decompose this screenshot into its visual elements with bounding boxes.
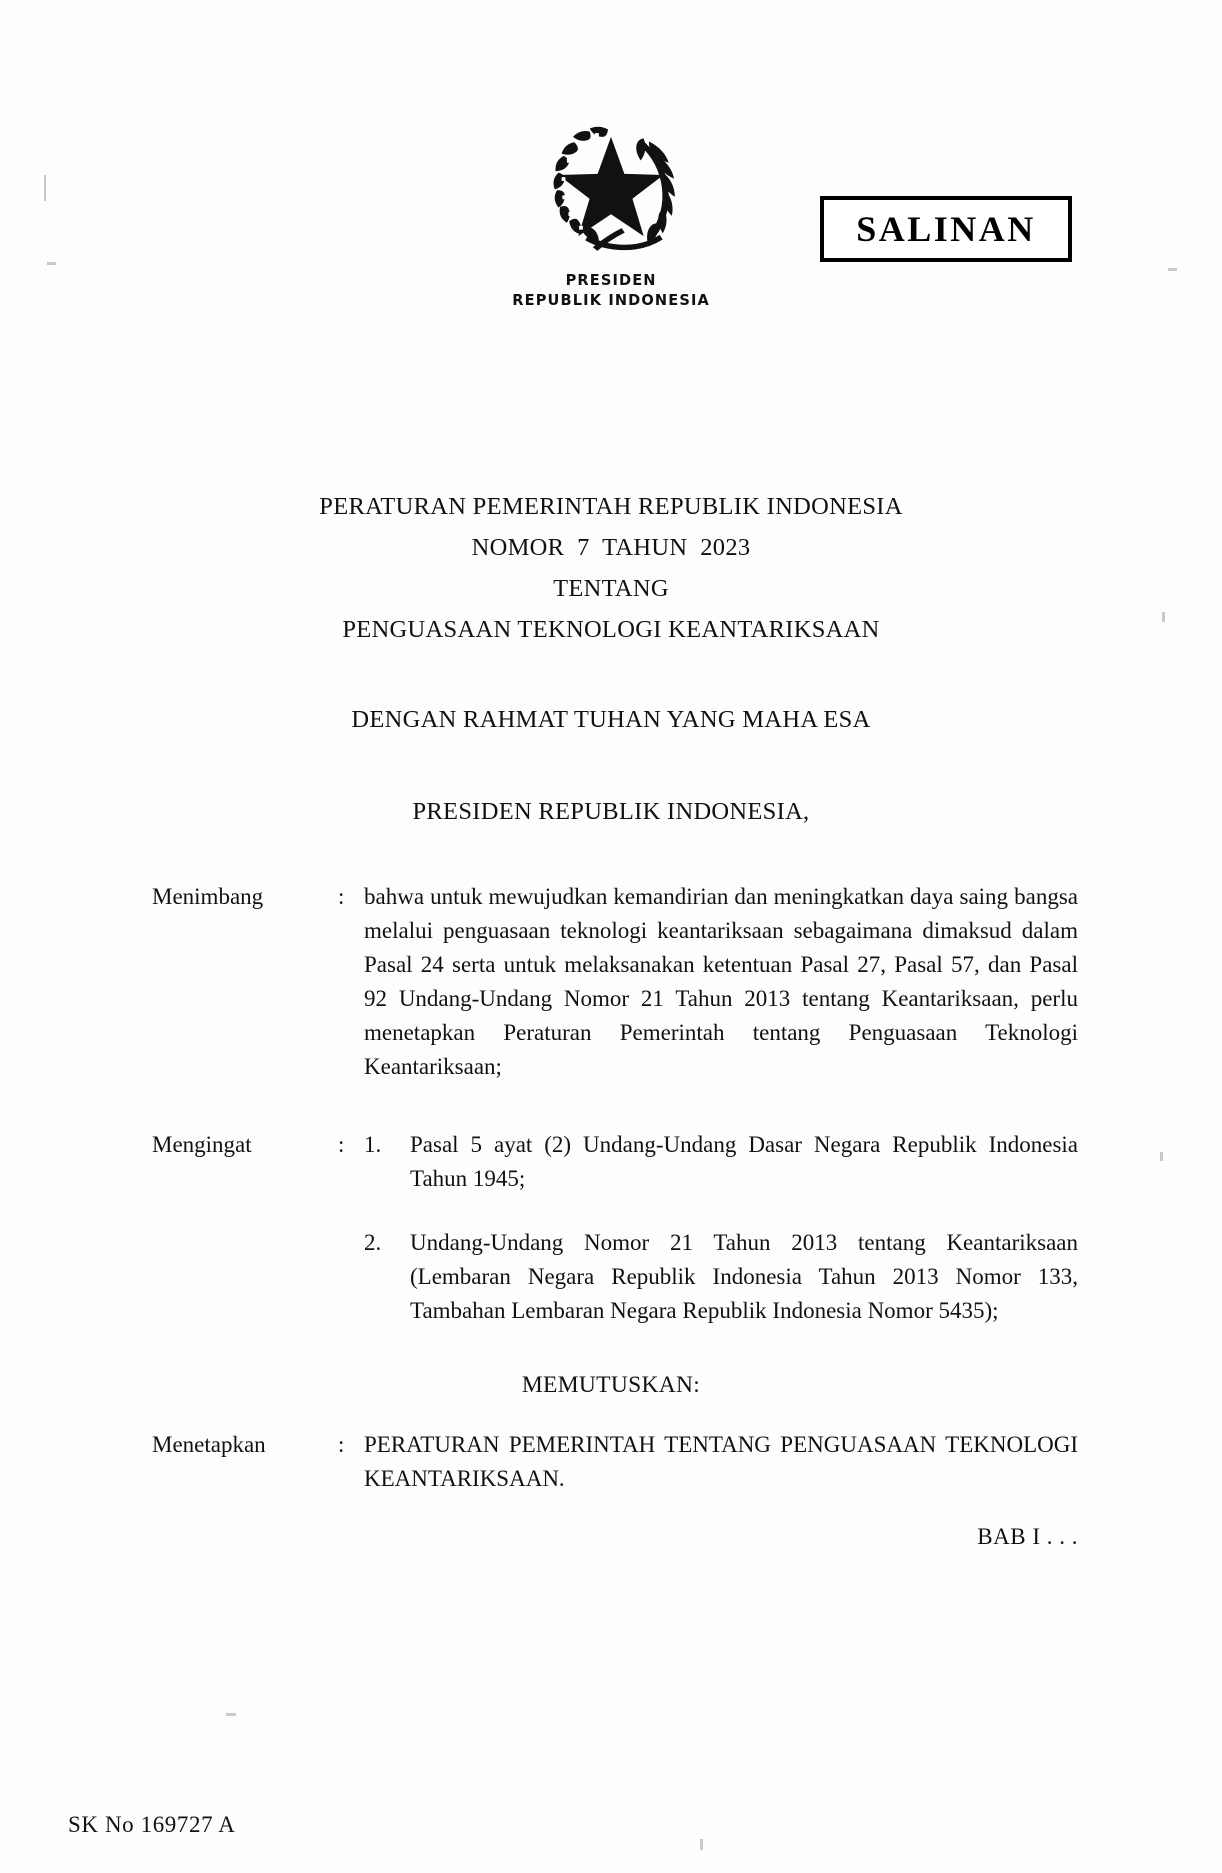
rahmat-line: DENGAN RAHMAT TUHAN YANG MAHA ESA — [351, 706, 871, 733]
list-item-text: Pasal 5 ayat (2) Undang-Undang Dasar Negara Republik Indonesia Tahun 1945; — [410, 1132, 1078, 1191]
title-line-regulation: PERATURAN PEMERINTAH REPUBLIK INDONESIA — [319, 493, 903, 520]
clause-menimbang — [152, 880, 1078, 1084]
scan-artifact — [1160, 1152, 1163, 1161]
scan-artifact — [700, 1839, 703, 1850]
clause-menetapkan — [152, 1428, 1078, 1496]
memutuskan-heading: MEMUTUSKAN: — [521, 1372, 701, 1398]
list-item-marker: 1. — [364, 1132, 382, 1157]
emblem-caption — [512, 270, 710, 310]
clause-menetapkan-body — [364, 1428, 1078, 1496]
continuation-marker: BAB I . . . — [977, 1524, 1078, 1549]
clause-menimbang-label: Menimbang — [152, 884, 264, 909]
title-line-subject: PENGUASAAN TEKNOLOGI KEANTARIKSAAN — [342, 616, 880, 643]
document-title-block — [0, 486, 1222, 650]
list-item — [364, 1226, 1078, 1328]
title-line-number: NOMOR 7 TAHUN 2023 — [471, 534, 751, 561]
list-item-text-wrap — [410, 1226, 1078, 1328]
garuda-star-wreath-emblem — [535, 108, 687, 260]
clause-mengingat-body — [364, 1128, 1078, 1328]
clause-list — [152, 880, 1078, 1328]
list-spacer — [364, 1196, 1078, 1226]
list-item-text: Undang-Undang Nomor 21 Tahun 2013 tentang Keantariksaan (Lembaran Negara Republik Indonesia Tahun 2013 Nomor 133, Tambahan Lembaran Negara Republik Indonesia Nomor 5435); — [410, 1230, 1078, 1323]
title-line-tentang: TENTANG — [553, 575, 669, 602]
presiden-ri-line: PRESIDEN REPUBLIK INDONESIA, — [412, 798, 810, 825]
clause-mengingat-colon: : — [338, 1132, 345, 1157]
salinan-stamp-label: SALINAN — [856, 209, 1036, 249]
list-item-text-wrap — [410, 1128, 1078, 1196]
clause-mengingat-label: Mengingat — [152, 1132, 252, 1157]
clause-menetapkan-text: PERATURAN PEMERINTAH TENTANG PENGUASAAN TEKNOLOGI KEANTARIKSAAN. — [364, 1432, 1078, 1491]
clause-menimbang-text: bahwa untuk mewujudkan kemandirian dan meningkatkan daya saing bangsa melalui penguasaan teknologi keantariksaan sebagaimana dimaksud dalam Pasal 24 serta untuk melaksanakan ketentuan Pasal 27, Pasal 57, dan Pasal 92 Undang-Undang Nomor 21 Tahun 2013 tentang Keantariksaan, perlu menetapkan Peraturan Pemerintah tentang Penguasaan Teknologi Keantariksaan; — [364, 884, 1078, 1079]
clause-spacer — [152, 1084, 1078, 1128]
clause-menetapkan-label: Menetapkan — [152, 1432, 266, 1457]
clause-mengingat — [152, 1128, 1078, 1328]
list-item-marker: 2. — [364, 1230, 382, 1255]
clause-menetapkan-colon: : — [338, 1432, 345, 1457]
emblem-caption-line-2: REPUBLIK INDONESIA — [512, 291, 710, 310]
salinan-stamp — [820, 196, 1072, 262]
list-item — [364, 1128, 1078, 1196]
clause-menimbang-colon: : — [338, 884, 345, 909]
emblem-caption-line-1: PRESIDEN — [565, 271, 657, 289]
sk-number: SK No 169727 A — [68, 1812, 236, 1837]
clause-menimbang-body — [364, 880, 1078, 1084]
scan-artifact — [226, 1713, 236, 1716]
